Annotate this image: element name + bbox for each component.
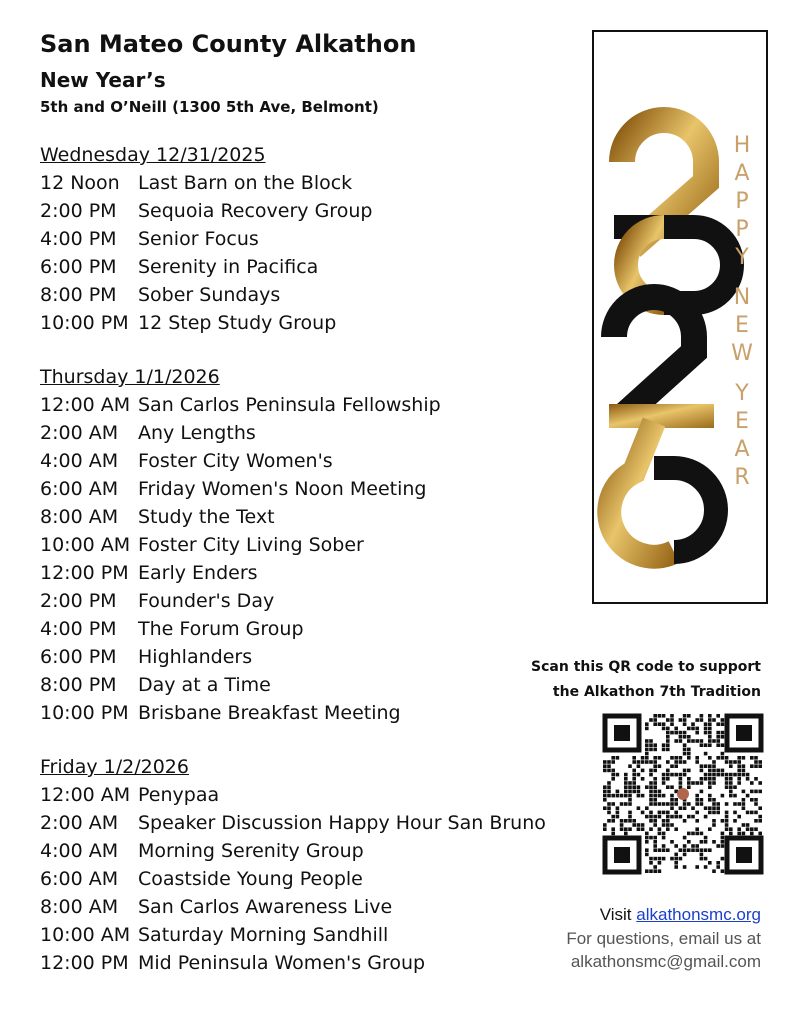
meeting-name: Mid Peninsula Women's Group: [138, 952, 426, 974]
meeting-name: Friday Women's Noon Meeting: [138, 478, 427, 500]
meeting-time: 6:00 PM: [40, 646, 117, 668]
meeting-name: Foster City Women's: [138, 450, 333, 472]
year-2026-graphic: [594, 32, 766, 602]
qr-caption: [521, 655, 761, 705]
meeting-name: Serenity in Pacifica: [138, 256, 319, 278]
meeting-time: 8:00 PM: [40, 674, 117, 696]
meeting-name: Speaker Discussion Happy Hour San Bruno: [138, 812, 546, 834]
page-title: San Mateo County Alkathon: [40, 30, 417, 58]
meeting-time: 6:00 PM: [40, 256, 117, 278]
happy-new-year-vertical: [731, 133, 753, 490]
meeting-row: [40, 225, 560, 253]
svg-text:E: E: [735, 313, 749, 338]
meeting-row: [40, 531, 560, 559]
meeting-row: [40, 503, 560, 531]
meeting-row: [40, 559, 560, 587]
contact-email: alkathonsmc@gmail.com: [570, 952, 761, 971]
meeting-time: 2:00 PM: [40, 590, 117, 612]
meeting-time: 10:00 PM: [40, 312, 129, 334]
event-subtitle: New Year’s: [40, 68, 166, 92]
meeting-row: [40, 391, 560, 419]
meeting-name: Senior Focus: [138, 228, 259, 250]
meeting-row: [40, 197, 560, 225]
svg-text:R: R: [734, 465, 750, 490]
day-schedule-thursday: [40, 363, 560, 727]
meeting-time: 12:00 AM: [40, 784, 131, 806]
meeting-name: Highlanders: [138, 646, 253, 668]
meeting-time: 10:00 PM: [40, 702, 129, 724]
website-link[interactable]: alkathonsmc.org: [636, 905, 761, 924]
meeting-time: 10:00 AM: [40, 534, 131, 556]
meeting-time: 6:00 AM: [40, 868, 119, 890]
day-heading: Friday 1/2/2026: [40, 756, 189, 778]
qr-code[interactable]: [601, 712, 765, 876]
svg-text:P: P: [735, 189, 749, 214]
meeting-time: 8:00 AM: [40, 506, 119, 528]
meeting-row: [40, 309, 560, 337]
digit-6: [609, 422, 716, 557]
meeting-time: 10:00 AM: [40, 924, 131, 946]
meeting-time: 4:00 AM: [40, 450, 119, 472]
meeting-row: [40, 281, 560, 309]
meeting-row: [40, 921, 560, 949]
meeting-row: [40, 475, 560, 503]
meeting-row: [40, 809, 560, 837]
meeting-time: 2:00 AM: [40, 422, 119, 444]
meeting-name: Brisbane Breakfast Meeting: [138, 702, 401, 724]
svg-text:A: A: [734, 161, 750, 186]
meeting-name: Sequoia Recovery Group: [138, 200, 373, 222]
svg-text:H: H: [733, 133, 751, 158]
meeting-row: [40, 615, 560, 643]
meeting-name: Founder's Day: [138, 590, 275, 612]
meeting-row: [40, 949, 560, 977]
visit-line: [600, 905, 761, 925]
meeting-row: [40, 671, 560, 699]
visit-label: Visit: [599, 905, 632, 924]
qr-caption-line-2: the Alkathon 7th Tradition: [552, 684, 761, 700]
meeting-time: 4:00 AM: [40, 840, 119, 862]
meeting-row: [40, 865, 560, 893]
svg-text:A: A: [734, 437, 750, 462]
meeting-row: [40, 699, 560, 727]
meeting-name: Any Lengths: [138, 422, 256, 444]
svg-text:P: P: [735, 217, 749, 242]
qr-caption-line-1: Scan this QR code to support: [531, 659, 761, 675]
meeting-name: Saturday Morning Sandhill: [138, 924, 389, 946]
meeting-name: Last Barn on the Block: [138, 172, 353, 194]
meeting-row: [40, 447, 560, 475]
meeting-time: 8:00 AM: [40, 896, 119, 918]
meeting-name: Day at a Time: [138, 674, 271, 696]
day-schedule-wednesday: [40, 141, 560, 337]
meeting-time: 12 Noon: [40, 172, 120, 194]
meeting-row: [40, 253, 560, 281]
meeting-time: 2:00 PM: [40, 200, 117, 222]
meeting-name: Morning Serenity Group: [138, 840, 364, 862]
meeting-name: San Carlos Awareness Live: [138, 896, 393, 918]
meeting-row: [40, 893, 560, 921]
meeting-row: [40, 643, 560, 671]
meeting-time: 8:00 PM: [40, 284, 117, 306]
meeting-time: 4:00 PM: [40, 618, 117, 640]
svg-text:Y: Y: [735, 381, 749, 406]
meeting-name: Early Enders: [138, 562, 258, 584]
meeting-name: Sober Sundays: [138, 284, 281, 306]
meeting-name: 12 Step Study Group: [138, 312, 337, 334]
svg-text:E: E: [735, 409, 749, 434]
day-schedule-friday: [40, 753, 560, 977]
meeting-time: 12:00 PM: [40, 952, 129, 974]
event-address: 5th and O’Neill (1300 5th Ave, Belmont): [40, 98, 379, 116]
day-heading: Wednesday 12/31/2025: [40, 144, 266, 166]
meeting-row: [40, 169, 560, 197]
meeting-name: The Forum Group: [138, 618, 304, 640]
meeting-row: [40, 587, 560, 615]
meeting-row: [40, 419, 560, 447]
meeting-time: 12:00 AM: [40, 394, 131, 416]
day-heading: Thursday 1/1/2026: [40, 366, 220, 388]
meeting-row: [40, 837, 560, 865]
meeting-name: San Carlos Peninsula Fellowship: [138, 394, 441, 416]
meeting-time: 6:00 AM: [40, 478, 119, 500]
meeting-name: Foster City Living Sober: [138, 534, 364, 556]
svg-text:W: W: [731, 341, 753, 366]
svg-text:Y: Y: [735, 245, 749, 270]
new-year-poster: [592, 30, 768, 604]
meeting-time: 12:00 PM: [40, 562, 129, 584]
digit-2-bottom: [609, 297, 714, 428]
meeting-name: Coastside Young People: [138, 868, 363, 890]
meeting-time: 4:00 PM: [40, 228, 117, 250]
meeting-row: [40, 781, 560, 809]
meeting-time: 2:00 AM: [40, 812, 119, 834]
meeting-name: Penypaa: [138, 784, 220, 806]
questions-text: For questions, email us at: [566, 929, 761, 948]
svg-text:N: N: [733, 285, 751, 310]
meeting-name: Study the Text: [138, 506, 275, 528]
